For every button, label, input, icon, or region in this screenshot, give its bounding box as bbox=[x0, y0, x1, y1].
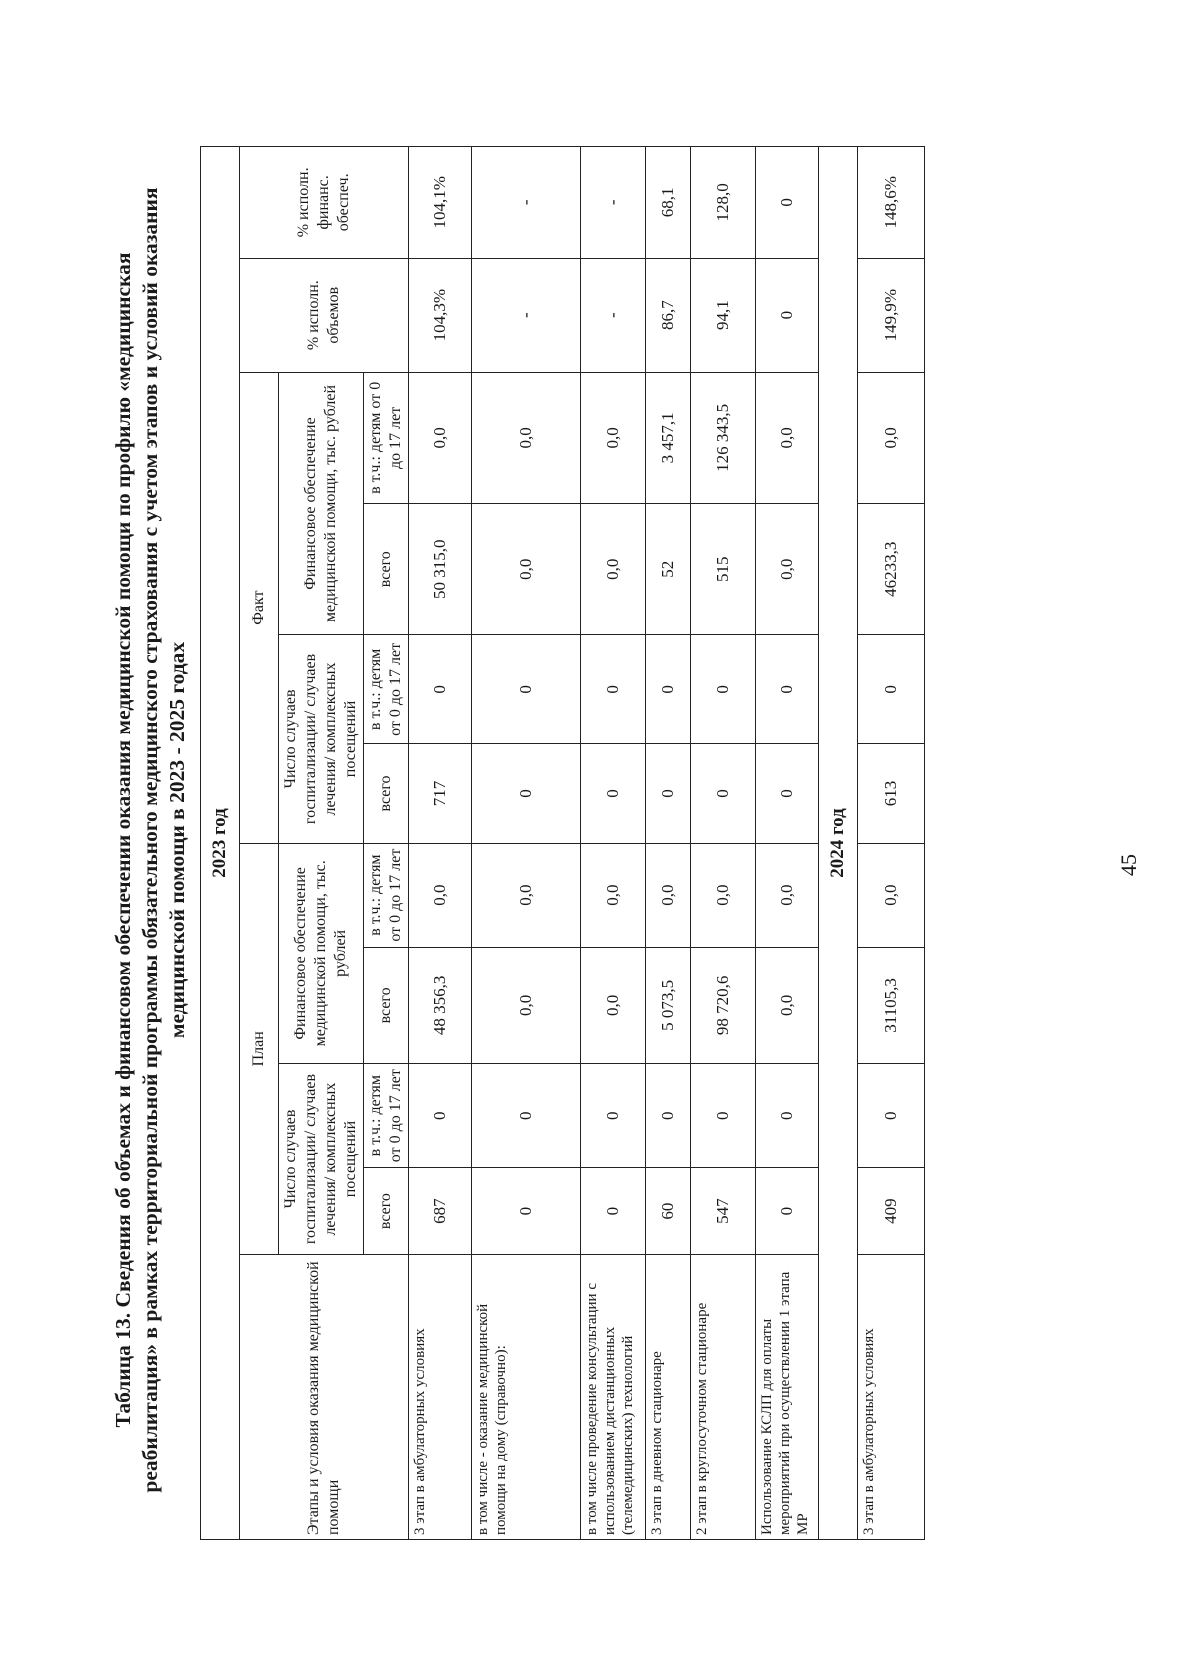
table-row bbox=[409, 147, 472, 1540]
fact-children-cell: 0 bbox=[409, 635, 472, 744]
table-row bbox=[581, 147, 646, 1540]
pct-finance-cell: 0 bbox=[756, 147, 819, 259]
pct-volume-cell: 149,9% bbox=[858, 258, 925, 372]
pct-volume-cell: 0 bbox=[756, 258, 819, 372]
plan-finance-header: Финансовое обеспечение медицинской помощи, тыс. рублей bbox=[279, 843, 364, 1064]
fact-finance-children-cell: 0,0 bbox=[581, 372, 646, 503]
year-row-2023 bbox=[201, 147, 240, 1540]
fact-total-cell: 0 bbox=[646, 744, 691, 843]
fact-finance-cell: 515 bbox=[691, 504, 756, 635]
plan-finance-cell: 0,0 bbox=[581, 947, 646, 1063]
stage-cell: 3 этап в амбулаторных условиях bbox=[409, 1254, 472, 1539]
pct-finance-cell: 68,1 bbox=[646, 147, 691, 259]
fact-header: Факт bbox=[240, 372, 279, 843]
fact-cases-total-header: всего bbox=[364, 744, 409, 843]
fact-total-cell: 0 bbox=[756, 744, 819, 843]
title-line-1: Таблица 13. Сведения об объемах и финансовом обеспечении оказания медицинской помощи по профилю «медицинская bbox=[111, 252, 135, 1428]
fact-finance-children-header: в т.ч.: детям от 0 до 17 лет bbox=[364, 372, 409, 503]
plan-cases-total-header: всего bbox=[364, 1168, 409, 1255]
fact-total-cell: 0 bbox=[691, 744, 756, 843]
plan-total-cell: 547 bbox=[691, 1168, 756, 1255]
fact-finance-cell: 0,0 bbox=[581, 504, 646, 635]
plan-children-cell: 0 bbox=[409, 1064, 472, 1168]
pct-finance-cell: 104,1% bbox=[409, 147, 472, 259]
plan-children-cell: 0 bbox=[691, 1064, 756, 1168]
table-row bbox=[691, 147, 756, 1540]
fact-total-cell: 0 bbox=[581, 744, 646, 843]
fact-total-cell: 0 bbox=[472, 744, 581, 843]
year-2024-label: 2024 год bbox=[819, 147, 858, 1540]
plan-total-cell: 0 bbox=[472, 1168, 581, 1255]
rotated-content bbox=[110, 140, 1200, 1540]
fact-finance-total-header: всего bbox=[364, 504, 409, 635]
fact-finance-children-cell: 0,0 bbox=[756, 372, 819, 503]
pct-volume-cell: - bbox=[472, 258, 581, 372]
page-number: 45 bbox=[1116, 854, 1141, 876]
table-row bbox=[646, 147, 691, 1540]
plan-total-cell: 687 bbox=[409, 1168, 472, 1255]
fact-finance-children-cell: 0,0 bbox=[409, 372, 472, 503]
fact-finance-children-cell: 3 457,1 bbox=[646, 372, 691, 503]
fact-children-cell: 0 bbox=[646, 635, 691, 744]
title-line-3: медицинской помощи в 2023 - 2025 годах bbox=[165, 641, 189, 1039]
fact-cases-children-header: в т.ч.: детям от 0 до 17 лет bbox=[364, 635, 409, 744]
plan-total-cell: 0 bbox=[756, 1168, 819, 1255]
plan-finance-cell: 98 720,6 bbox=[691, 947, 756, 1063]
fact-finance-children-cell: 0,0 bbox=[858, 372, 925, 503]
stage-column-header: Этапы и условия оказания медицинской помощи bbox=[240, 1254, 409, 1539]
plan-finance-children-cell: 0,0 bbox=[409, 843, 472, 947]
table-row bbox=[858, 147, 925, 1540]
fact-cases-header: Число случаев госпитализации/ случаев лечения/ комплексных посещений bbox=[279, 635, 364, 843]
fact-finance-header: Финансовое обеспечение медицинской помощи, тыс. рублей bbox=[279, 372, 364, 635]
stage-cell: в том числе - оказание медицинской помощи на дому (справочно): bbox=[472, 1254, 581, 1539]
fact-children-cell: 0 bbox=[858, 635, 925, 744]
fact-finance-cell: 46233,3 bbox=[858, 504, 925, 635]
stage-cell: 3 этап в амбулаторных условиях bbox=[858, 1254, 925, 1539]
pct-volume-cell: - bbox=[581, 258, 646, 372]
plan-finance-total-header: всего bbox=[364, 947, 409, 1063]
table-row bbox=[756, 147, 819, 1540]
fact-children-cell: 0 bbox=[756, 635, 819, 744]
plan-finance-cell: 0,0 bbox=[472, 947, 581, 1063]
fact-finance-cell: 0,0 bbox=[472, 504, 581, 635]
table-row bbox=[472, 147, 581, 1540]
plan-finance-children-cell: 0,0 bbox=[756, 843, 819, 947]
pct-volume-cell: 94,1 bbox=[691, 258, 756, 372]
plan-cases-children-header: в т.ч.: детям от 0 до 17 лет bbox=[364, 1064, 409, 1168]
fact-finance-cell: 50 315,0 bbox=[409, 504, 472, 635]
pct-volume-header: % исполн. объемов bbox=[240, 258, 409, 372]
pct-finance-cell: 128,0 bbox=[691, 147, 756, 259]
fact-finance-cell: 0,0 bbox=[756, 504, 819, 635]
plan-total-cell: 0 bbox=[581, 1168, 646, 1255]
fact-children-cell: 0 bbox=[472, 635, 581, 744]
pct-finance-cell: - bbox=[472, 147, 581, 259]
plan-cases-header: Число случаев госпитализации/ случаев лечения/ комплексных посещений bbox=[279, 1064, 364, 1255]
plan-finance-children-cell: 0,0 bbox=[581, 843, 646, 947]
year-2023-label: 2023 год bbox=[201, 147, 240, 1540]
fact-finance-cell: 52 bbox=[646, 504, 691, 635]
plan-finance-cell: 0,0 bbox=[756, 947, 819, 1063]
plan-finance-children-cell: 0,0 bbox=[691, 843, 756, 947]
fact-children-cell: 0 bbox=[691, 635, 756, 744]
plan-finance-children-cell: 0,0 bbox=[472, 843, 581, 947]
plan-header: План bbox=[240, 843, 279, 1254]
pct-finance-cell: - bbox=[581, 147, 646, 259]
plan-finance-cell: 5 073,5 bbox=[646, 947, 691, 1063]
plan-children-cell: 0 bbox=[858, 1064, 925, 1168]
plan-finance-children-cell: 0,0 bbox=[858, 843, 925, 947]
plan-total-cell: 409 bbox=[858, 1168, 925, 1255]
fact-finance-children-cell: 0,0 bbox=[472, 372, 581, 503]
plan-children-cell: 0 bbox=[756, 1064, 819, 1168]
plan-finance-children-cell: 0,0 bbox=[646, 843, 691, 947]
table-title bbox=[110, 140, 191, 1540]
plan-finance-children-header: в т.ч.: детям от 0 до 17 лет bbox=[364, 843, 409, 947]
pct-finance-header: % исполн. финанс. обеспеч. bbox=[240, 147, 409, 259]
plan-total-cell: 60 bbox=[646, 1168, 691, 1255]
fact-total-cell: 613 bbox=[858, 744, 925, 843]
plan-finance-cell: 48 356,3 bbox=[409, 947, 472, 1063]
pct-volume-cell: 86,7 bbox=[646, 258, 691, 372]
fact-total-cell: 717 bbox=[409, 744, 472, 843]
header-row-1 bbox=[240, 147, 279, 1540]
stage-cell: 3 этап в дневном стационаре bbox=[646, 1254, 691, 1539]
report-table bbox=[200, 146, 925, 1540]
pct-volume-cell: 104,3% bbox=[409, 258, 472, 372]
fact-finance-children-cell: 126 343,5 bbox=[691, 372, 756, 503]
plan-children-cell: 0 bbox=[581, 1064, 646, 1168]
fact-children-cell: 0 bbox=[581, 635, 646, 744]
stage-cell: в том числе проведение консультации с использованием дистанционных (телемедицинских) технологий bbox=[581, 1254, 646, 1539]
plan-children-cell: 0 bbox=[472, 1064, 581, 1168]
stage-cell: 2 этап в круглосуточном стационаре bbox=[691, 1254, 756, 1539]
stage-cell: Использование КСЛП для оплаты мероприятий при осуществлении 1 этапа МР bbox=[756, 1254, 819, 1539]
plan-children-cell: 0 bbox=[646, 1064, 691, 1168]
pct-finance-cell: 148,6% bbox=[858, 147, 925, 259]
year-row-2024 bbox=[819, 147, 858, 1540]
title-line-2: реабилитация» в рамках территориальной программы обязательного медицинского страхования с учетом этапов и условий оказания bbox=[138, 187, 162, 1493]
plan-finance-cell: 31105,3 bbox=[858, 947, 925, 1063]
